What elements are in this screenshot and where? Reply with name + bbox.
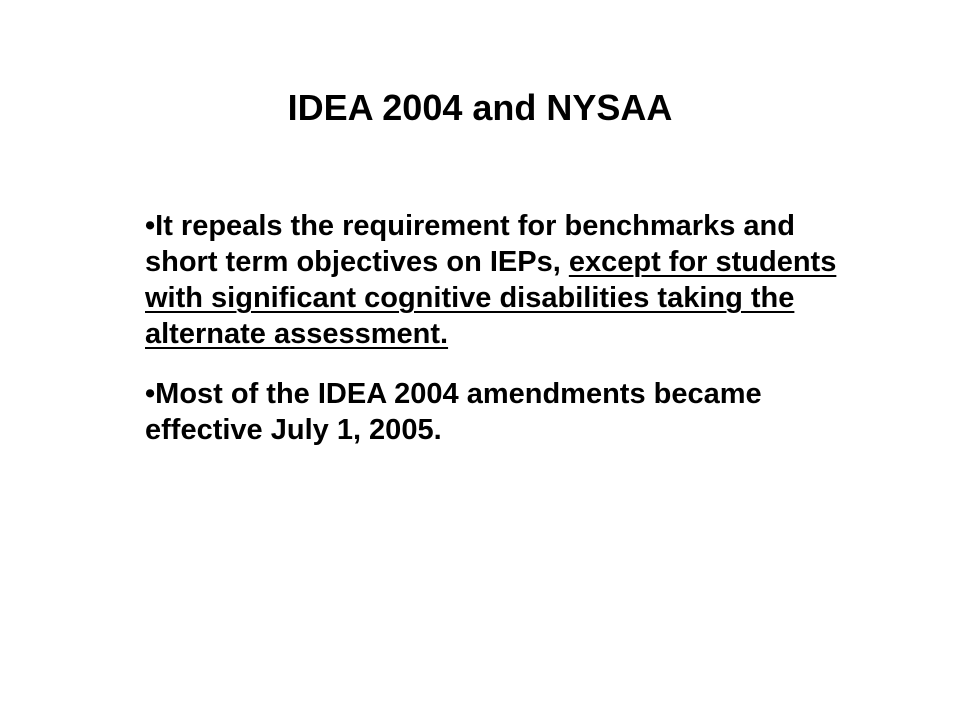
bullet-list — [145, 208, 845, 472]
bullet-underlined-text: except for students with significant cognitive disabilities taking the alternate assessment. — [145, 246, 837, 350]
slide-title: IDEA 2004 and NYSAA — [287, 87, 673, 128]
bullet-text: Most of the IDEA 2004 amendments became effective July 1, 2005. — [145, 378, 762, 446]
bullet-item-1 — [145, 208, 845, 352]
bullet-item-2 — [145, 376, 845, 448]
bullet-marker: • — [145, 210, 156, 242]
bullet-text: It repeals the requirement for benchmarks and short term objectives on IEPs, — [145, 210, 795, 278]
bullet-marker: • — [145, 378, 156, 410]
